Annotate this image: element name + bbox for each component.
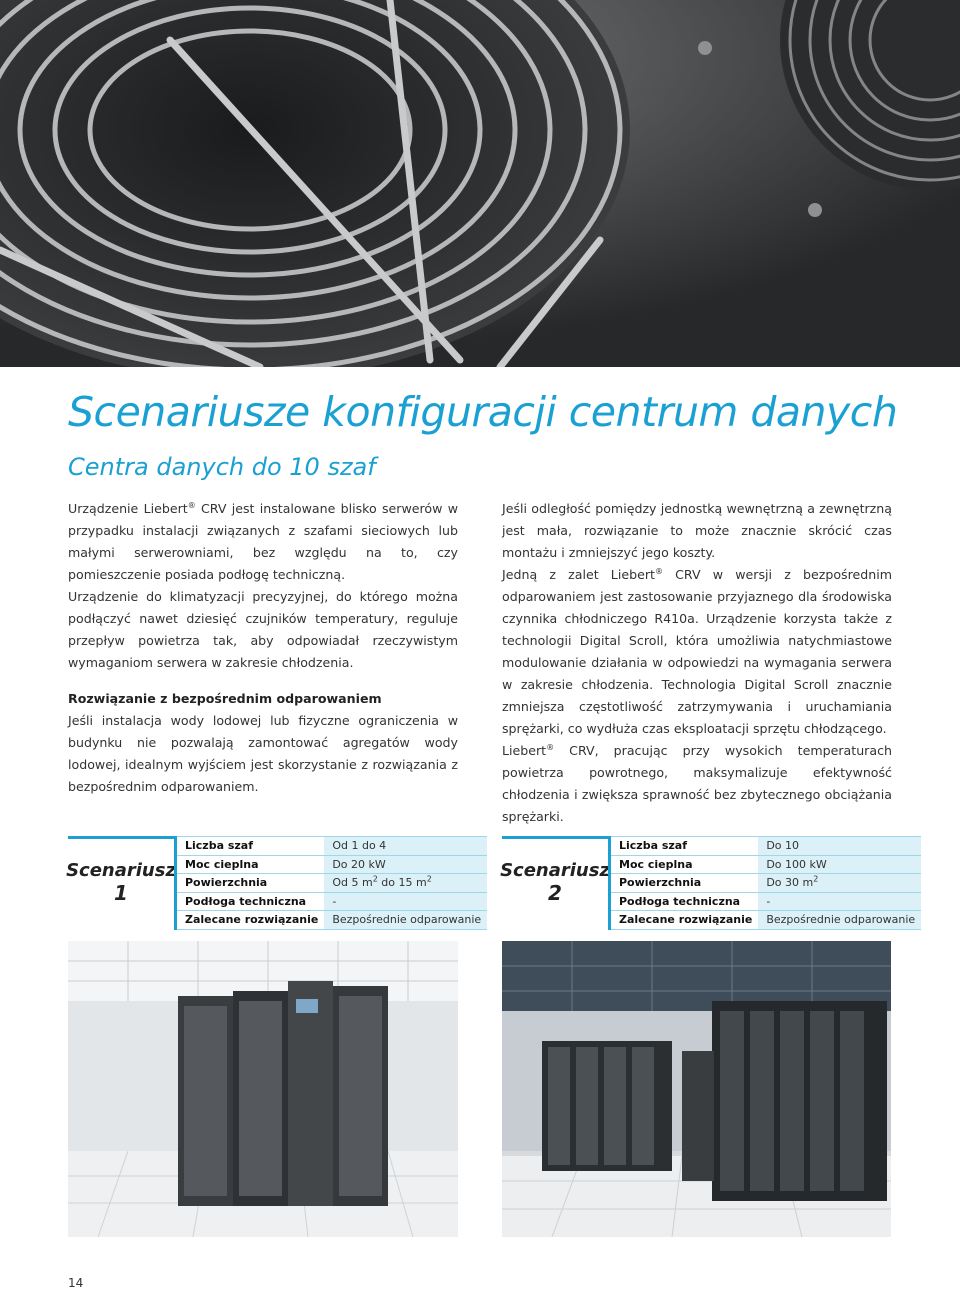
table-row: Zalecane rozwiązanie Bezpośrednie odparowanie (176, 911, 488, 930)
paragraph: Jedną z zalet Liebert® CRV w wersji z bezpośrednim odparowaniem jest zastosowanie przyjaznego dla środowiska czynnika chłodniczego R410a. Urządzenie korzysta także z technologii Digital Scroll, która umożliwia natychmiastowe modulowanie działania w odpowiedzi na wymagania serwera w zakresie chłodzenia. Technologia Digital Scroll znacznie zmniejsza częstotliwość zatrzymywania i uruchamiania sprężarki, co wydłuża czas eksploatacji sprzętu chłodzącego. (502, 566, 892, 736)
paragraph: Urządzenie Liebert® CRV jest instalowane blisko serwerów w przypadku instalacji związanych z szafami sieciowych lub małymi serwerowniami, bez względu na to, czy pomieszczenie posiada podłogę techniczną. (68, 500, 458, 582)
spec-table (174, 836, 487, 930)
scenario-label: Scenariusz 2 (500, 860, 610, 905)
scenario-label: Scenariusz 1 (66, 860, 176, 905)
page-title: Scenariusze konfiguracji centrum danych (68, 388, 898, 436)
table-row: Liczba szaf Od 1 do 4 (176, 837, 488, 856)
paragraph: Urządzenie do klimatyzacji precyzyjnej, do którego można podłączyć nawet dziesięć czujników temperatury, reguluje przepływ powietrza tak, aby odpowiadał rzeczywistym wymaganiom serwera w zakresie chłodzenia. (68, 589, 458, 670)
page-subtitle: Centra danych do 10 szaf (68, 453, 376, 481)
left-column (68, 498, 458, 798)
table-row: Powierzchnia Od 5 $m^2$ do 15 $m^2$ (176, 874, 488, 893)
table-row: Powierzchnia Do 30 $m^2$ (610, 874, 922, 893)
table-row: Moc cieplna Do 20 kW (176, 855, 488, 874)
table-row: Zalecane rozwiązanie Bezpośrednie odparowanie (610, 911, 922, 930)
spec-table (608, 836, 921, 930)
right-column (502, 498, 892, 828)
paragraph: Liebert® CRV, pracując przy wysokich temperaturach powietrza powrotnego, maksymalizuje efektywność chłodzenia i zwiększa sprawność bez zbytecznego obciążania sprężarki. (502, 742, 892, 824)
server-room-photo-1 (68, 941, 458, 1237)
page-number: 14 (68, 1276, 84, 1290)
paragraph: Jeśli instalacja wody lodowej lub fizyczne ograniczenia w budynku nie pozwalają zamontować agregatów wody lodowej, idealnym wyjściem jest skorzystanie z rozwiązania z bezpośrednim odparowaniem. (68, 713, 458, 794)
table-row: Liczba szaf Do 10 (610, 837, 922, 856)
section-heading: Rozwiązanie z bezpośrednim odparowaniem (68, 691, 382, 706)
paragraph: Jeśli odległość pomiędzy jednostką wewnętrzną a zewnętrzną jest mała, rozwiązanie to może znacznie skrócić czas montażu i zmniejszyć jego koszty. (502, 501, 892, 560)
server-room-photo-2 (502, 941, 891, 1237)
table-row: Podłoga techniczna - (176, 892, 488, 911)
table-row: Moc cieplna Do 100 kW (610, 855, 922, 874)
table-row: Podłoga techniczna - (610, 892, 922, 911)
hero-fan-image (0, 0, 960, 367)
